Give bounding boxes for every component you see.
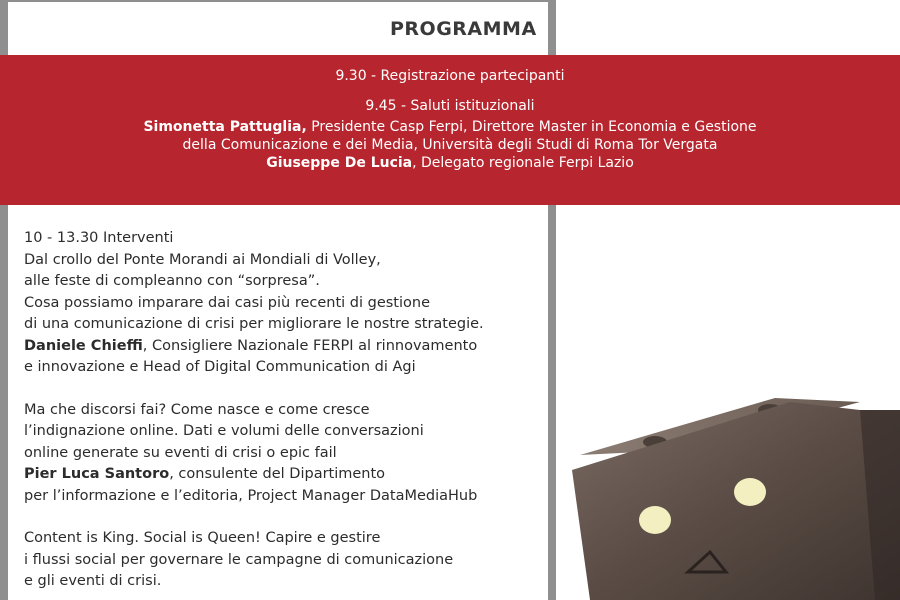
session-heading: 10 - 13.30 Interventi	[24, 230, 174, 246]
talk3-line2: i flussi social per governare le campagne di comunicazione	[24, 551, 454, 568]
speaker2-line	[0, 154, 900, 172]
talk1-speaker: Daniele Chieffi	[24, 337, 143, 354]
talk1-line2: alle feste di compleanno con “sorpresa”.	[24, 273, 320, 289]
greetings-line: 9.45 - Saluti istituzionali	[365, 98, 535, 114]
robot-eye-right	[734, 478, 766, 506]
talk1-speaker-line	[24, 336, 544, 358]
robot-eye-left	[639, 506, 671, 534]
robot-box-face	[572, 402, 900, 600]
talk2-line2: l’indignazione online. Dati e volumi delle conversazioni	[24, 423, 424, 439]
talk2-line1: Ma che discorsi fai? Come nasce e come cresce	[24, 401, 370, 418]
talk3-line3: e gli eventi di crisi.	[24, 573, 162, 589]
talk2-speaker-line	[24, 464, 544, 486]
talk1-role-b: e innovazione e Head of Digital Communication di Agi	[24, 359, 416, 375]
speaker1-name: Simonetta Pattuglia,	[143, 119, 307, 135]
cardboard-robot-icon	[560, 380, 900, 600]
talk1-line3: Cosa possiamo imparare dai casi più recenti di gestione	[24, 294, 431, 311]
talk2-speaker: Pier Luca Santoro	[24, 466, 170, 482]
program-body	[24, 228, 544, 593]
speaker2-role: , Delegato regionale Ferpi Lazio	[412, 155, 634, 171]
frame-top-border	[0, 0, 556, 2]
speaker2-name: Giuseppe De Lucia	[266, 155, 413, 171]
speaker1-line-a	[0, 118, 900, 136]
page-title: PROGRAMMA	[390, 18, 537, 40]
talk1-role-a: , Consigliere Nazionale FERPI al rinnovamento	[142, 337, 478, 354]
talk2-role-a: , consulente del Dipartimento	[169, 466, 386, 482]
header-band	[0, 55, 900, 205]
talk3-line1: Content is King. Social is Queen! Capire e gestire	[24, 530, 381, 546]
speaker1-role-b: della Comunicazione e dei Media, Università degli Studi di Roma Tor Vergata	[182, 137, 718, 153]
talk2-role-b: per l’informazione e l’editoria, Project Manager DataMediaHub	[24, 487, 478, 504]
talk1-line4: di una comunicazione di crisi per migliorare le nostre strategie.	[24, 316, 484, 332]
talk2-line3: online generate su eventi di crisi o epic fail	[24, 444, 337, 461]
talk1-line1: Dal crollo del Ponte Morandi ai Mondiali di Volley,	[24, 251, 381, 268]
speaker1-role-a: Presidente Casp Ferpi, Direttore Master in Economia e Gestione	[306, 119, 757, 135]
registration-line: 9.30 - Registrazione partecipanti	[335, 68, 565, 84]
